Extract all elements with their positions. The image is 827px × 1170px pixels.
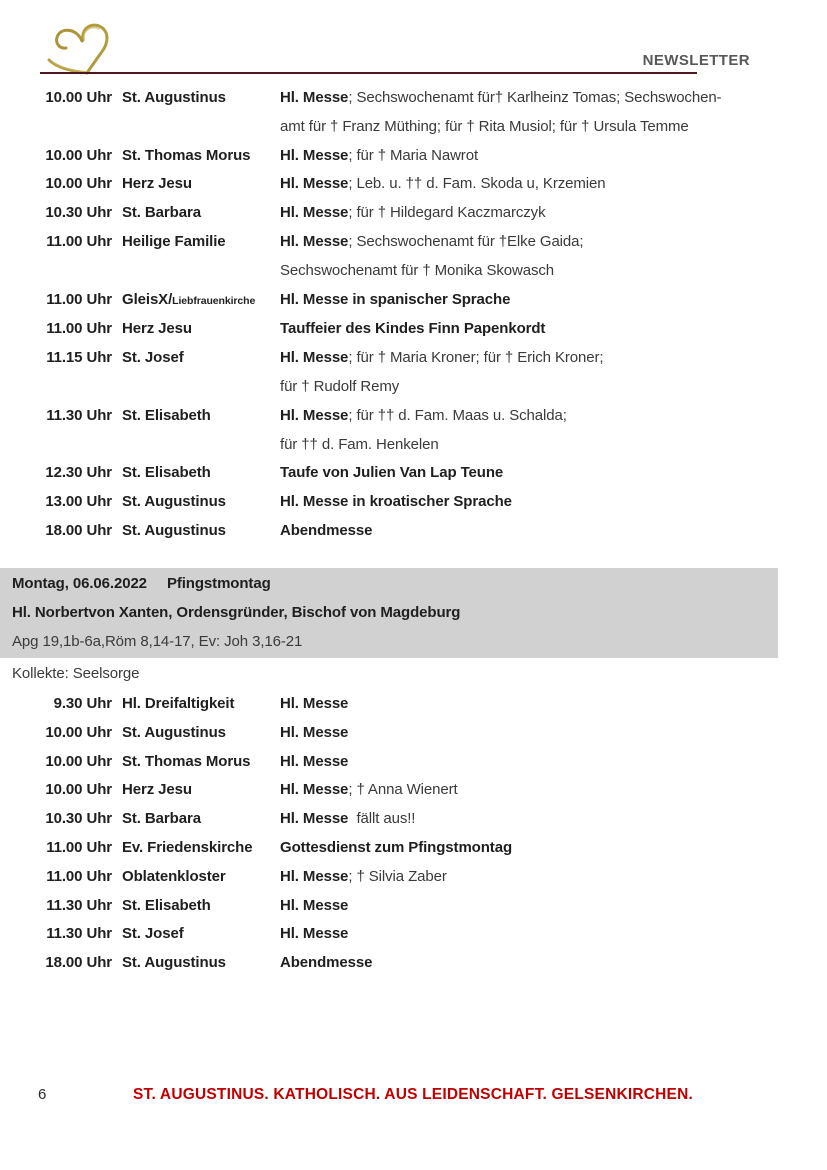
place-cell: Herz Jesu [122, 781, 192, 799]
place-cell: St. Barbara [122, 810, 201, 828]
schedule-row [35, 834, 797, 863]
description-cell: Hl. Messe [280, 695, 349, 712]
description-cell: Hl. Messe [280, 925, 349, 943]
description-cell: Hl. Messe; für † Hildegard Kaczmarczyk [280, 204, 546, 222]
time-cell: 12.30 Uhr [45, 464, 112, 482]
time-cell: 11.00 Uhr [46, 838, 112, 856]
time-cell: 11.00 Uhr [46, 232, 112, 250]
time-cell: 11.30 Uhr [46, 925, 112, 943]
place-cell: Hl. Dreifaltigkeit [122, 695, 235, 712]
day-banner [0, 568, 778, 658]
description-cell: Hl. Messe; † Silvia Zaber [280, 867, 447, 885]
description-cell: Hl. Messe; Sechswochenamt für† Karlheinz Tomas; Sechswochen- amt für † Franz Müthing; für † Rita Musiol; für † Ursula Temme [280, 89, 722, 135]
kollekte-line: Kollekte: Seelsorge [12, 665, 140, 682]
schedule-row [35, 517, 797, 546]
place-cell: St. Augustinus [122, 521, 226, 539]
description-cell: Hl. Messe [280, 896, 349, 914]
place-cell: St. Elisabeth [122, 464, 211, 482]
schedule-row [35, 805, 797, 834]
page-number: 6 [38, 1086, 47, 1103]
description-cell: Gottesdienst zum Pfingstmontag [280, 838, 513, 856]
schedule-row [35, 459, 797, 488]
place-cell: St. Augustinus [122, 954, 226, 972]
time-cell: 11.00 Uhr [46, 320, 112, 338]
description-cell: Hl. Messe; Sechswochenamt für †Elke Gaida; Sechswochenamt für † Monika Skowasch [280, 232, 584, 279]
time-cell: 10.00 Uhr [45, 752, 112, 770]
place-cell: St. Thomas Morus [122, 752, 251, 770]
time-cell: 13.00 Uhr [45, 493, 112, 511]
footer-motto: ST. AUGUSTINUS. KATHOLISCH. AUS LEIDENSCHAFT. GELSENKIRCHEN. [133, 1086, 693, 1103]
description-cell: Hl. Messe; † Anna Wienert [280, 781, 458, 799]
place-cell: St. Josef [122, 925, 184, 943]
place-cell: St. Barbara [122, 204, 201, 222]
schedule-row [35, 142, 797, 171]
time-cell: 11.15 Uhr [46, 349, 112, 367]
header-rule [40, 72, 697, 74]
schedule-monday [35, 690, 797, 978]
time-cell: 11.30 Uhr [46, 896, 112, 914]
time-cell: 10.00 Uhr [45, 89, 112, 106]
description-cell: Hl. Messe; für †† d. Fam. Maas u. Schalda; für †† d. Fam. Henkelen [280, 406, 567, 453]
schedule-row [35, 949, 797, 978]
description-cell: Hl. Messe fällt aus!! [280, 810, 416, 828]
time-cell: 11.00 Uhr [46, 290, 112, 308]
place-cell: St. Augustinus [122, 493, 226, 511]
day-banner-date: Montag, 06.06.2022 [12, 575, 147, 592]
place-subscript: Liebfrauenkirche [172, 294, 256, 307]
description-cell: Abendmesse [280, 954, 373, 972]
newsletter-title: NEWSLETTER [642, 52, 750, 69]
schedule-row [35, 315, 797, 344]
description-cell: Hl. Messe in kroatischer Sprache [280, 493, 512, 511]
place-cell: St. Elisabeth [122, 406, 211, 424]
time-cell: 11.30 Uhr [46, 406, 112, 424]
place-cell: St. Josef [122, 349, 184, 367]
sketched-heart-icon [46, 20, 112, 78]
time-cell: 9.30 Uhr [53, 695, 112, 712]
schedule-row [35, 344, 797, 402]
place-cell: Heilige Familie [122, 232, 226, 250]
time-cell: 10.00 Uhr [45, 781, 112, 799]
time-cell: 10.30 Uhr [45, 204, 112, 222]
schedule-row [35, 286, 797, 316]
place-cell: St. Augustinus [122, 723, 226, 741]
schedule-row [35, 690, 797, 719]
time-cell: 18.00 Uhr [45, 521, 112, 539]
schedule-row [35, 892, 797, 921]
description-cell: Tauffeier des Kindes Finn Papenkordt [280, 320, 546, 338]
time-cell: 10.00 Uhr [45, 723, 112, 741]
day-banner-title: Pfingstmontag [166, 575, 271, 592]
schedule-row [35, 228, 797, 286]
place-cell: GleisX/Liebfrauenkirche [122, 290, 256, 308]
schedule-row [35, 748, 797, 777]
schedule-row [35, 488, 797, 517]
description-cell: Hl. Messe in spanischer Sprache [280, 290, 511, 308]
place-cell: Herz Jesu [122, 320, 192, 338]
time-cell: 18.00 Uhr [45, 954, 112, 972]
description-cell: Hl. Messe [280, 723, 349, 741]
schedule-row [35, 199, 797, 228]
day-banner-heading [12, 570, 778, 599]
day-banner-readings: Apg 19,1b-6a,Röm 8,14-17, Ev: Joh 3,16-21 [12, 632, 303, 650]
time-cell: 11.00 Uhr [46, 867, 112, 885]
day-banner-saint: Hl. Norbertvon Xanten, Ordensgründer, Bischof von Magdeburg [12, 603, 461, 621]
time-cell: 10.00 Uhr [45, 175, 112, 193]
place-cell: St. Thomas Morus [122, 146, 251, 164]
schedule-row [35, 776, 797, 805]
schedule-row [35, 402, 797, 460]
description-cell: Hl. Messe [280, 752, 349, 770]
schedule-row [35, 84, 797, 142]
time-cell: 10.30 Uhr [45, 810, 112, 828]
description-cell: Hl. Messe; Leb. u. †† d. Fam. Skoda u, Krzemien [280, 175, 606, 193]
description-cell: Hl. Messe; für † Maria Nawrot [280, 146, 479, 164]
description-cell: Abendmesse [280, 521, 373, 539]
description-cell: Taufe von Julien Van Lap Teune [280, 464, 504, 482]
schedule-row [35, 920, 797, 949]
time-cell: 10.00 Uhr [45, 146, 112, 164]
place-cell: Oblatenkloster [122, 867, 226, 885]
description-cell: Hl. Messe; für † Maria Kroner; für † Erich Kroner; für † Rudolf Remy [280, 349, 604, 395]
schedule-sunday [35, 84, 797, 546]
schedule-row [35, 719, 797, 748]
place-cell: Herz Jesu [122, 175, 192, 193]
place-cell: Ev. Friedenskirche [122, 838, 253, 856]
schedule-row [35, 170, 797, 199]
schedule-row [35, 863, 797, 892]
place-cell: St. Elisabeth [122, 896, 211, 914]
place-cell: St. Augustinus [122, 89, 226, 106]
